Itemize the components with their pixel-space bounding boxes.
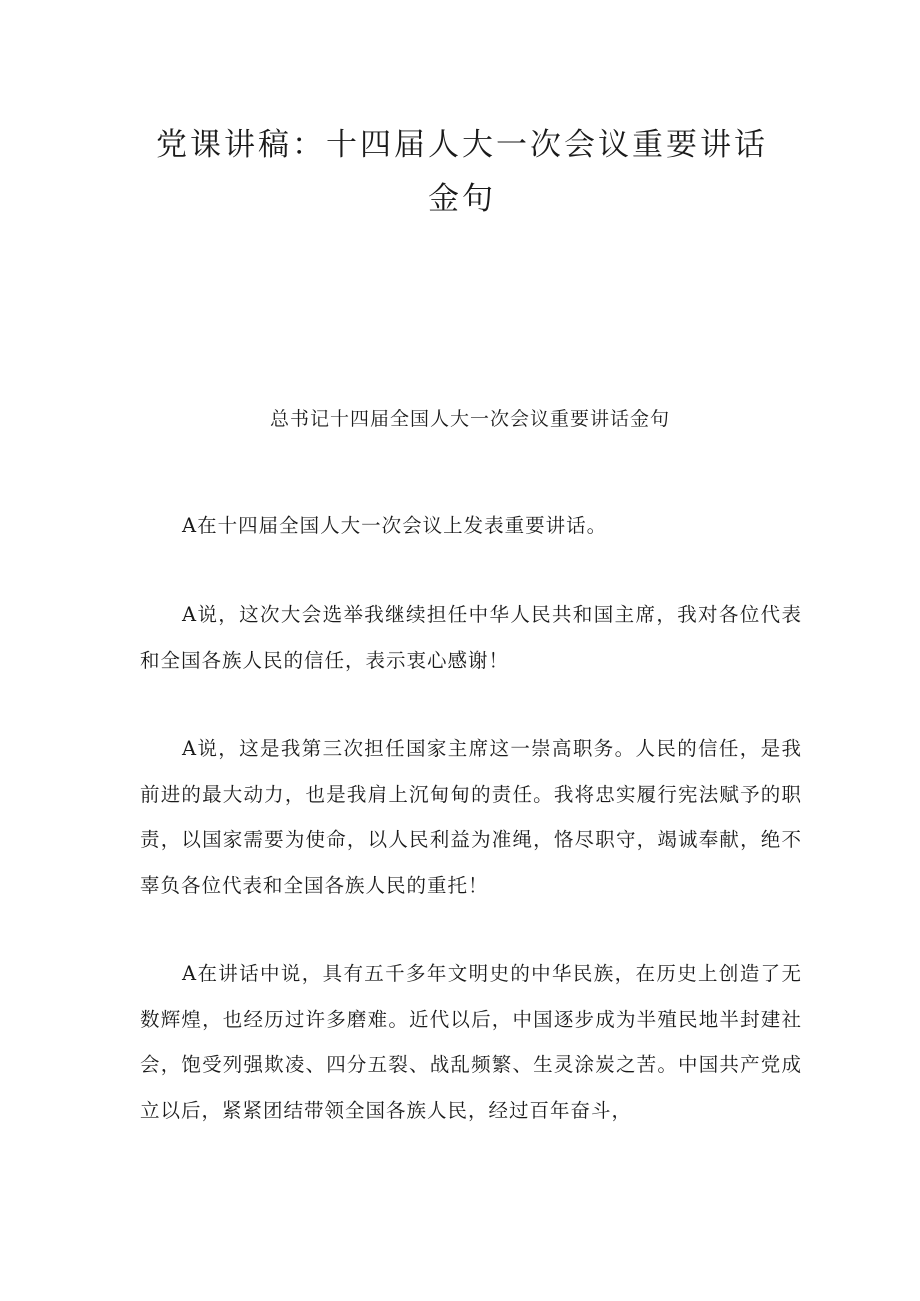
paragraph-1: A在十四届全国人大一次会议上发表重要讲话。 — [182, 514, 608, 537]
document-subtitle: 总书记十四届全国人大一次会议重要讲话金句 — [269, 408, 670, 430]
document-title: 党课讲稿：十四届人大一次会议重要讲话金句 — [156, 127, 768, 217]
paragraph-2: A说，这次大会选举我继续担任中华人民共和国主席，我对各位代表和全国各族人民的信任，表示衷心感谢！ — [140, 603, 802, 672]
paragraph-4: A在讲话中说，具有五千多年文明史的中华民族，在历史上创造了无数辉煌，也经历过许多磨难。近代以后，中国逐步成为半殖民地半封建社会，饱受列强欺凌、四分五裂、战乱频繁、生灵涂炭之苦。中国共产党成立以后，紧紧团结带领全国各族人民，经过百年奋斗， — [140, 962, 802, 1122]
paragraph-3: A说，这是我第三次担任国家主席这一崇高职务。人民的信任，是我前进的最大动力，也是我肩上沉甸甸的责任。我将忠实履行宪法赋予的职责，以国家需要为使命，以人民利益为准绳，恪尽职守，竭诚奉献，绝不辜负各位代表和全国各族人民的重托！ — [140, 737, 802, 897]
